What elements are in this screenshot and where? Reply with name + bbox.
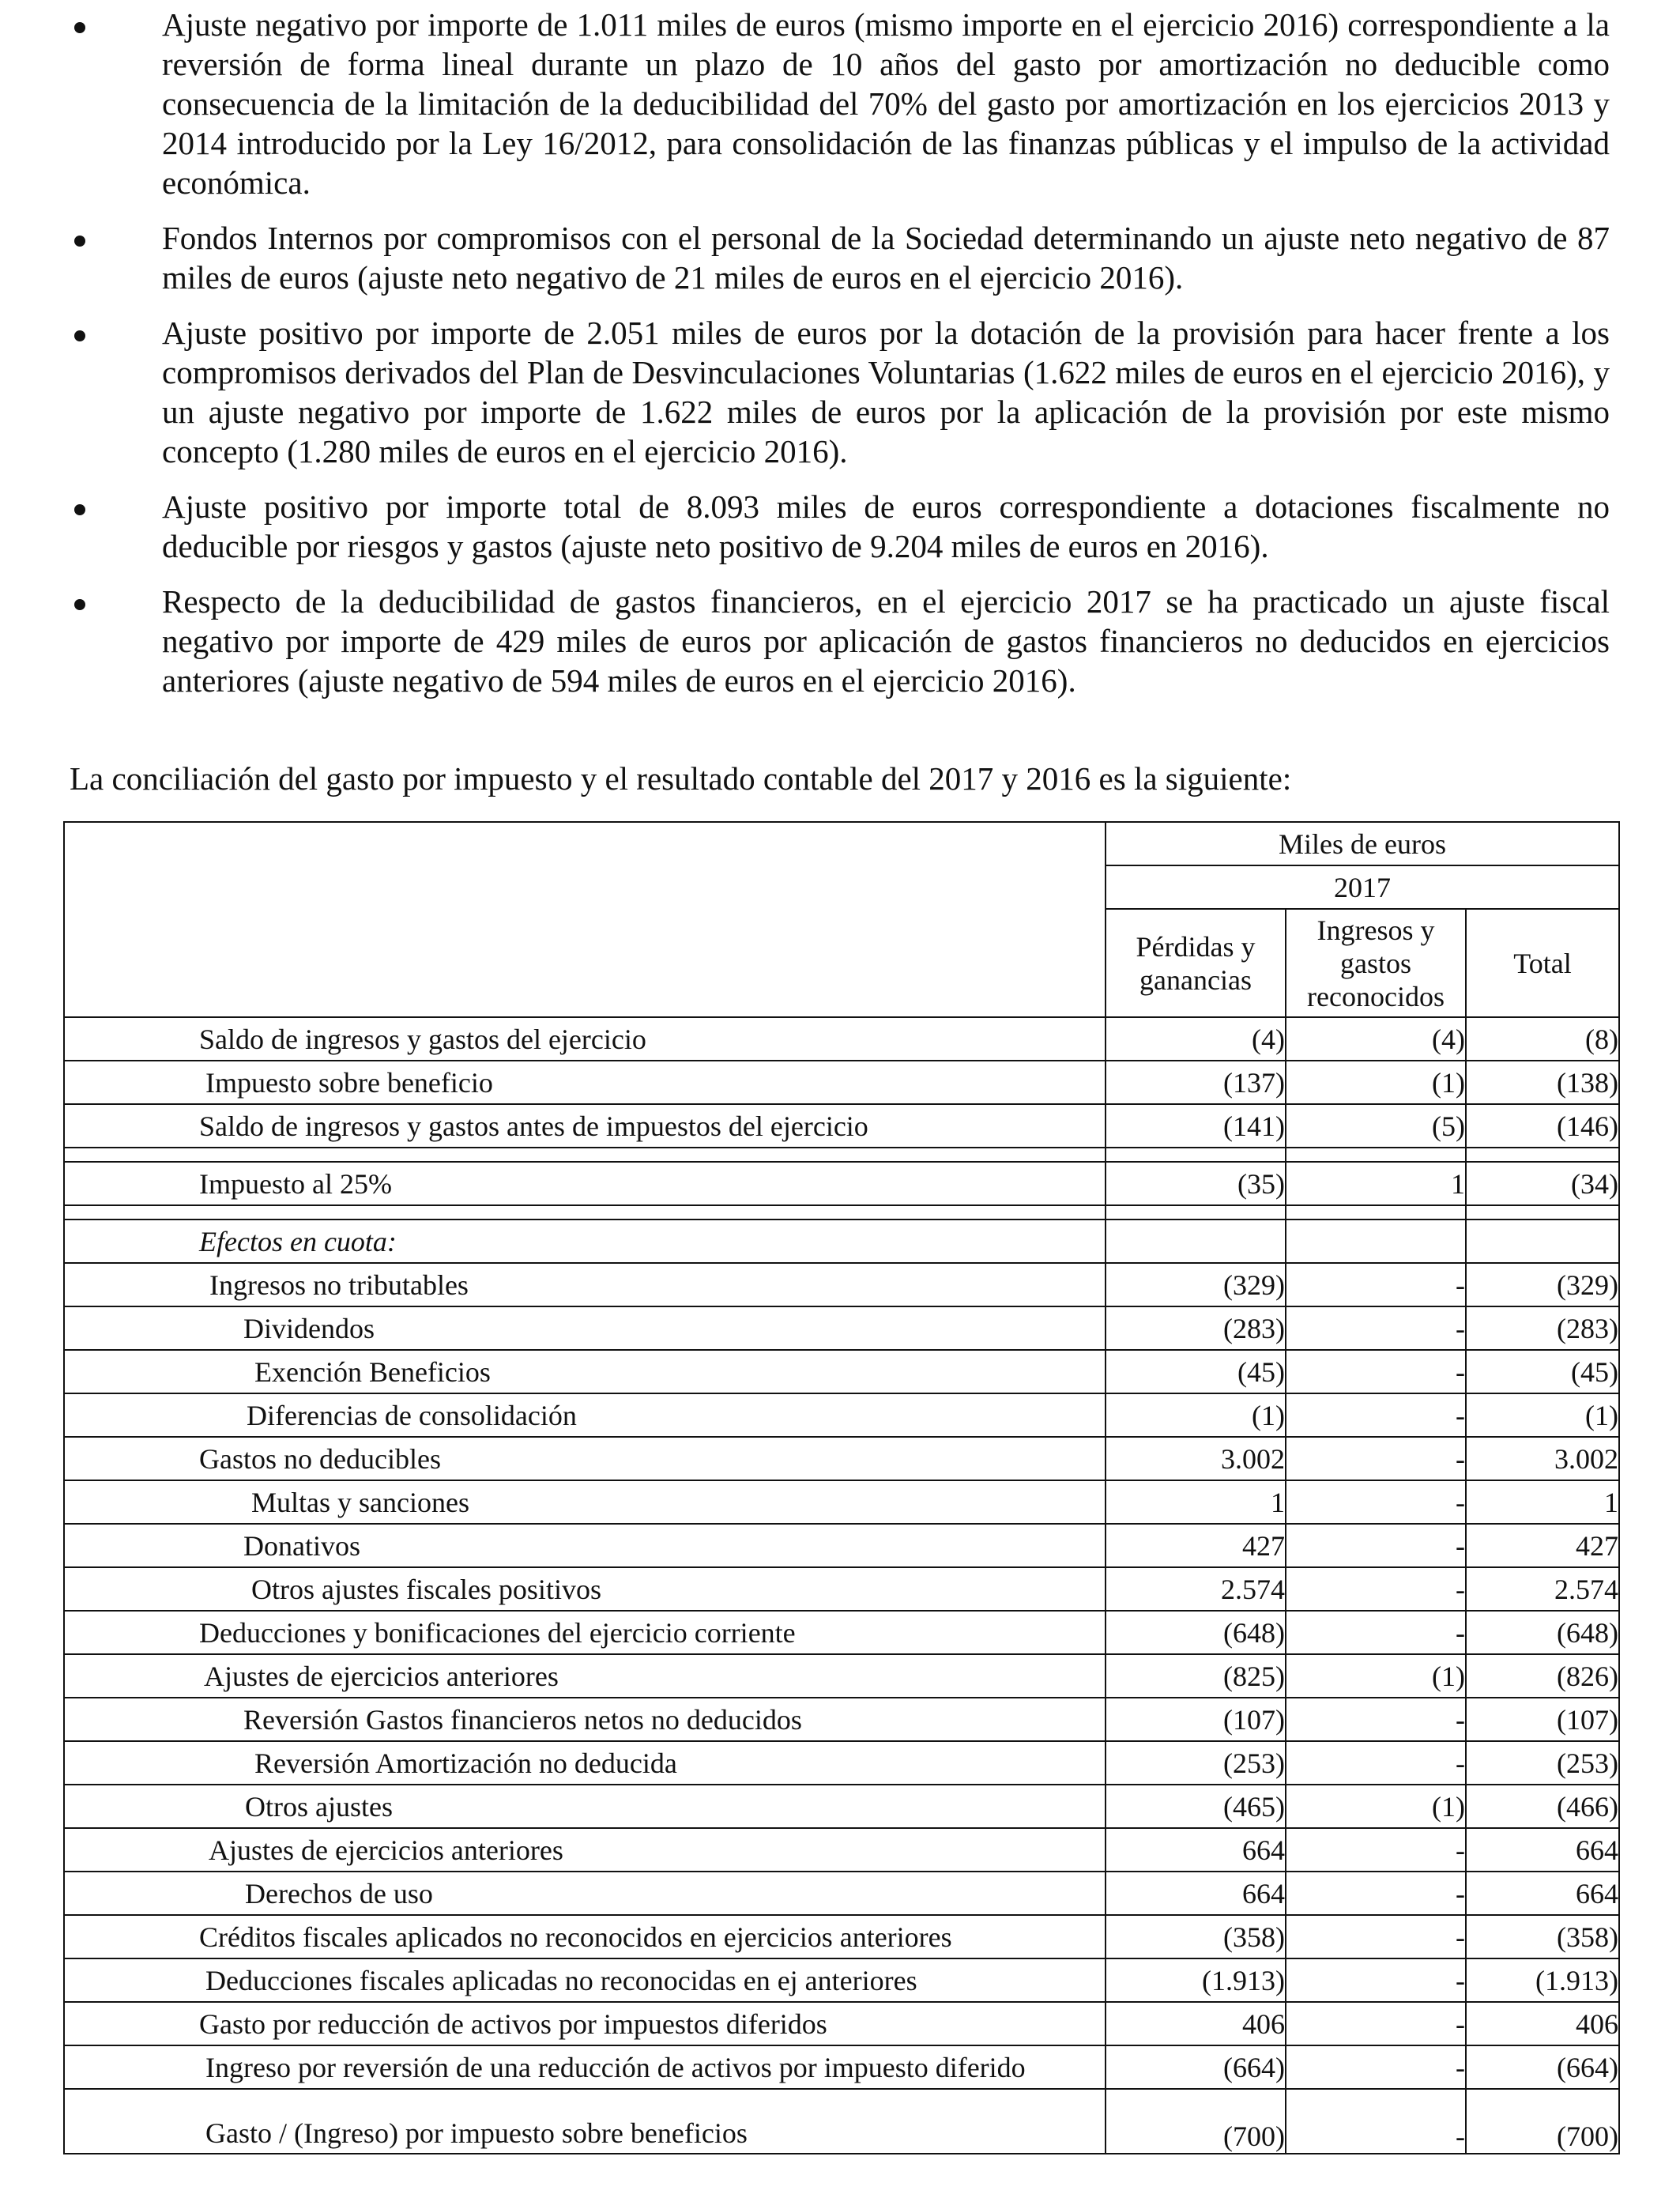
table-row [64, 1393, 1619, 1437]
bullet-text: Ajuste positivo por importe total de 8.093 miles de euros correspondiente a dotaciones fiscalmente no deducible por riesgos y gastos (ajuste neto positivo de 9.204 miles de euros en 2016). [162, 488, 1610, 564]
cell-pyg: (358) [1106, 1915, 1286, 1958]
table-row [64, 2002, 1619, 2045]
cell-total: (648) [1466, 1611, 1619, 1654]
bullet-dot-icon [74, 236, 85, 247]
bullet-text: Respecto de la deducibilidad de gastos financieros, en el ejercicio 2017 se ha practicado un ajuste fiscal negativo por importe de 429 miles de euros por aplicación de gastos financieros no deducidos en ejercicios anteriores (ajuste negativo de 594 miles de euros en el ejercicio 2016). [162, 583, 1610, 699]
cell-pyg: 1 [1106, 1480, 1286, 1524]
header-row-year [64, 865, 1619, 909]
table-intro: La conciliación del gasto por impuesto y el resultado contable del 2017 y 2016 es la siguiente: [70, 760, 1292, 797]
cell-igr: - [1286, 1437, 1466, 1480]
bullet-item [0, 582, 1680, 700]
row-label: Deducciones fiscales aplicadas no reconocidas en ej anteriores [64, 1958, 1106, 2002]
cell-total: (146) [1466, 1104, 1619, 1148]
cell-igr: - [1286, 1480, 1466, 1524]
row-label: Reversión Gastos financieros netos no deducidos [64, 1698, 1106, 1741]
cell-total: 2.574 [1466, 1567, 1619, 1611]
header-col-igr: Ingresos y gastos reconocidos [1286, 909, 1466, 1017]
row-label: Reversión Amortización no deducida [64, 1741, 1106, 1785]
spacer-cell [1286, 1148, 1466, 1162]
table-row [64, 1828, 1619, 1872]
table-row [64, 1958, 1619, 2002]
row-label: Donativos [64, 1524, 1106, 1567]
cell-total [1466, 1220, 1619, 1263]
header-unit: Miles de euros [1106, 822, 1619, 865]
table-row [64, 1872, 1619, 1915]
cell-igr: 1 [1286, 1162, 1466, 1205]
table-row [64, 1611, 1619, 1654]
table-row [64, 1061, 1619, 1104]
table-row [64, 1162, 1619, 1205]
cell-pyg: 406 [1106, 2002, 1286, 2045]
cell-pyg: (35) [1106, 1162, 1286, 1205]
spacer-cell [1106, 1205, 1286, 1220]
cell-pyg: (253) [1106, 1741, 1286, 1785]
cell-total: (1) [1466, 1393, 1619, 1437]
cell-pyg: 664 [1106, 1872, 1286, 1915]
cell-total: (8) [1466, 1017, 1619, 1061]
row-label-section: Efectos en cuota: [64, 1220, 1106, 1263]
header-blank-cell [64, 865, 1106, 909]
cell-total: (358) [1466, 1915, 1619, 1958]
cell-total: 1 [1466, 1480, 1619, 1524]
cell-total: (826) [1466, 1654, 1619, 1698]
cell-igr: - [1286, 1567, 1466, 1611]
cell-igr: - [1286, 1393, 1466, 1437]
cell-igr: - [1286, 1611, 1466, 1654]
row-label: Gasto por reducción de activos por impuestos diferidos [64, 2002, 1106, 2045]
bullet-dot-icon [74, 22, 85, 33]
cell-igr: - [1286, 1741, 1466, 1785]
table-row [64, 1741, 1619, 1785]
bullet-item [0, 218, 1680, 297]
cell-pyg: (664) [1106, 2045, 1286, 2089]
cell-pyg: (4) [1106, 1017, 1286, 1061]
cell-igr: - [1286, 2045, 1466, 2089]
table-row [64, 2045, 1619, 2089]
cell-pyg [1106, 1220, 1286, 1263]
spacer-row [64, 1148, 1619, 1162]
cell-total: (700) [1466, 2089, 1619, 2154]
spacer-cell [64, 1148, 1106, 1162]
row-label: Dividendos [64, 1306, 1106, 1350]
cell-igr: - [1286, 1872, 1466, 1915]
table-row [64, 1350, 1619, 1393]
cell-total: (45) [1466, 1350, 1619, 1393]
bullet-text: Fondos Internos por compromisos con el personal de la Sociedad determinando un ajuste neto negativo de 87 miles de euros (ajuste neto negativo de 21 miles de euros en el ejercicio 2016). [162, 220, 1610, 296]
cell-pyg: (107) [1106, 1698, 1286, 1741]
header-row-unit [64, 822, 1619, 865]
header-row-columns [64, 909, 1619, 1017]
spacer-cell [1286, 1205, 1466, 1220]
row-label: Multas y sanciones [64, 1480, 1106, 1524]
cell-pyg: 2.574 [1106, 1567, 1286, 1611]
cell-pyg: (45) [1106, 1350, 1286, 1393]
table-row [64, 1698, 1619, 1741]
header-col-pyg: Pérdidas y ganancias [1106, 909, 1286, 1017]
row-label: Gastos no deducibles [64, 1437, 1106, 1480]
cell-igr: - [1286, 1306, 1466, 1350]
cell-total: 664 [1466, 1872, 1619, 1915]
table-row [64, 1654, 1619, 1698]
cell-pyg: (825) [1106, 1654, 1286, 1698]
row-label: Exención Beneficios [64, 1350, 1106, 1393]
cell-igr: - [1286, 1958, 1466, 2002]
cell-igr: (1) [1286, 1654, 1466, 1698]
cell-total: 406 [1466, 2002, 1619, 2045]
cell-igr: - [1286, 1828, 1466, 1872]
bullet-dot-icon [74, 599, 85, 610]
cell-pyg: (465) [1106, 1785, 1286, 1828]
cell-igr: (1) [1286, 1061, 1466, 1104]
cell-pyg: 427 [1106, 1524, 1286, 1567]
row-label: Saldo de ingresos y gastos del ejercicio [64, 1017, 1106, 1061]
table-row [64, 1263, 1619, 1306]
cell-pyg: (141) [1106, 1104, 1286, 1148]
bullet-item [0, 313, 1680, 471]
table-row [64, 1915, 1619, 1958]
cell-pyg: (137) [1106, 1061, 1286, 1104]
cell-igr [1286, 1220, 1466, 1263]
spacer-row [64, 1205, 1619, 1220]
cell-total: (34) [1466, 1162, 1619, 1205]
row-label: Otros ajustes [64, 1785, 1106, 1828]
cell-pyg: (1.913) [1106, 1958, 1286, 2002]
cell-pyg: (329) [1106, 1263, 1286, 1306]
cell-igr: - [1286, 1263, 1466, 1306]
bullet-item [0, 5, 1680, 202]
cell-total: (329) [1466, 1263, 1619, 1306]
row-label: Impuesto al 25% [64, 1162, 1106, 1205]
row-label: Otros ajustes fiscales positivos [64, 1567, 1106, 1611]
table-row [64, 1480, 1619, 1524]
cell-pyg: (700) [1106, 2089, 1286, 2154]
table-row [64, 1524, 1619, 1567]
spacer-cell [1466, 1205, 1619, 1220]
cell-igr: - [1286, 1524, 1466, 1567]
row-label: Deducciones y bonificaciones del ejercicio corriente [64, 1611, 1106, 1654]
table-row [64, 1567, 1619, 1611]
cell-total: 664 [1466, 1828, 1619, 1872]
cell-total: (1.913) [1466, 1958, 1619, 2002]
header-blank-cell [64, 909, 1106, 1017]
row-label: Impuesto sobre beneficio [64, 1061, 1106, 1104]
cell-pyg: (648) [1106, 1611, 1286, 1654]
row-label: Derechos de uso [64, 1872, 1106, 1915]
table-row [64, 1104, 1619, 1148]
table-row-total [64, 2089, 1619, 2154]
row-label: Ingreso por reversión de una reducción de activos por impuesto diferido [64, 2045, 1106, 2089]
row-label: Gasto / (Ingreso) por impuesto sobre beneficios [64, 2089, 1106, 2154]
cell-pyg: 3.002 [1106, 1437, 1286, 1480]
cell-total: (283) [1466, 1306, 1619, 1350]
cell-total: (138) [1466, 1061, 1619, 1104]
cell-pyg: (283) [1106, 1306, 1286, 1350]
cell-total: 3.002 [1466, 1437, 1619, 1480]
cell-igr: - [1286, 2089, 1466, 2154]
row-label: Créditos fiscales aplicados no reconocidos en ejercicios anteriores [64, 1915, 1106, 1958]
cell-pyg: 664 [1106, 1828, 1286, 1872]
header-year: 2017 [1106, 865, 1619, 909]
row-label: Ajustes de ejercicios anteriores [64, 1654, 1106, 1698]
table-row [64, 1437, 1619, 1480]
cell-total: 427 [1466, 1524, 1619, 1567]
cell-igr: - [1286, 1350, 1466, 1393]
spacer-cell [1466, 1148, 1619, 1162]
table-row [64, 1785, 1619, 1828]
bullet-dot-icon [74, 330, 85, 341]
bullet-item [0, 487, 1680, 566]
bullet-list [0, 5, 1680, 716]
cell-igr: (4) [1286, 1017, 1466, 1061]
row-label: Ingresos no tributables [64, 1263, 1106, 1306]
cell-igr: - [1286, 2002, 1466, 2045]
header-col-total: Total [1466, 909, 1619, 1017]
header-blank-cell [64, 822, 1106, 865]
cell-igr: - [1286, 1915, 1466, 1958]
row-label: Ajustes de ejercicios anteriores [64, 1828, 1106, 1872]
cell-total: (664) [1466, 2045, 1619, 2089]
cell-total: (253) [1466, 1741, 1619, 1785]
cell-igr: (5) [1286, 1104, 1466, 1148]
spacer-cell [64, 1205, 1106, 1220]
cell-total: (466) [1466, 1785, 1619, 1828]
table-row [64, 1017, 1619, 1061]
reconciliation-table [63, 821, 1620, 2154]
cell-pyg: (1) [1106, 1393, 1286, 1437]
spacer-cell [1106, 1148, 1286, 1162]
cell-igr: (1) [1286, 1785, 1466, 1828]
table-row [64, 1306, 1619, 1350]
row-label: Saldo de ingresos y gastos antes de impuestos del ejercicio [64, 1104, 1106, 1148]
bullet-text: Ajuste positivo por importe de 2.051 miles de euros por la dotación de la provisión para hacer frente a los compromisos derivados del Plan de Desvinculaciones Voluntarias (1.622 miles de euros en el ejercicio 2016), y un ajuste negativo por importe de 1.622 miles de euros por la aplicación de la provisión por este mismo concepto (1.280 miles de euros en el ejercicio 2016). [162, 315, 1610, 469]
row-label: Diferencias de consolidación [64, 1393, 1106, 1437]
cell-total: (107) [1466, 1698, 1619, 1741]
bullet-text: Ajuste negativo por importe de 1.011 miles de euros (mismo importe en el ejercicio 2016) correspondiente a la reversión de forma lineal durante un plazo de 10 años del gasto por amortización no deducible como consecuencia de la limitación de la deducibilidad del 70% del gasto por amortización en los ejercicios 2013 y 2014 introducido por la Ley 16/2012, para consolidación de las finanzas públicas y el impulso de la actividad económica. [162, 6, 1610, 201]
table-row [64, 1220, 1619, 1263]
cell-igr: - [1286, 1698, 1466, 1741]
bullet-dot-icon [74, 504, 85, 515]
